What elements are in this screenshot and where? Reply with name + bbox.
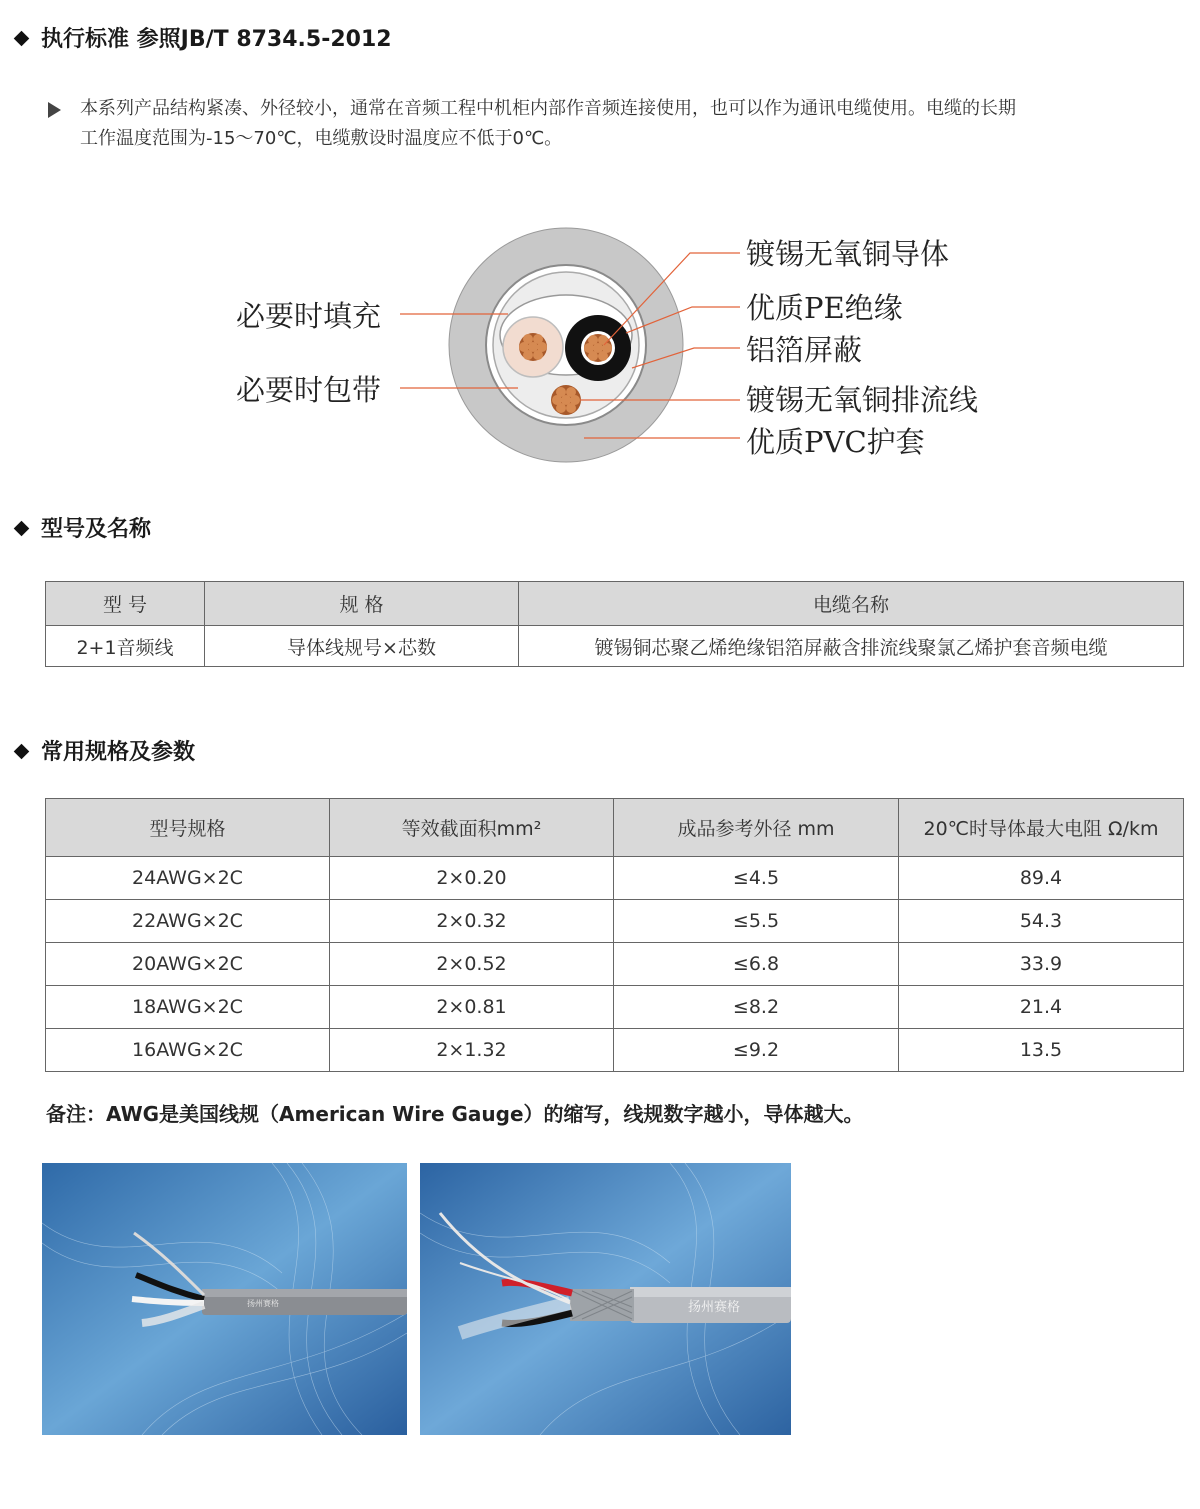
label-insulation: 优质PE绝缘 [746, 291, 903, 325]
model-table-header-row [46, 582, 1184, 626]
table-row [46, 943, 1184, 986]
spec-cell: 33.9 [899, 943, 1184, 986]
spec-cell: ≤9.2 [614, 1029, 899, 1072]
spec-cell: 2×0.32 [330, 900, 614, 943]
spec-cell: 2×0.20 [330, 857, 614, 900]
spec-cell: 24AWG×2C [46, 857, 330, 900]
photo-left-mark: 扬州赛格 [247, 1299, 279, 1308]
label-drain-wire: 镀锡无氧铜排流线 [746, 383, 979, 417]
intro-line-2: 工作温度范围为-15～70℃，电缆敷设时温度应不低于0℃。 [80, 128, 563, 149]
table-row [46, 857, 1184, 900]
spec-header-area: 等效截面积mm² [330, 799, 614, 857]
spec-cell: 2×0.81 [330, 986, 614, 1029]
diamond-bullet-icon [14, 744, 30, 760]
table-row [46, 626, 1184, 667]
model-cell-type: 2+1音频线 [46, 626, 205, 667]
cable-cross-section-diagram [0, 220, 1200, 480]
spec-section-title: 常用规格及参数 [41, 740, 196, 765]
label-foil-shield: 铝箔屏蔽 [746, 333, 863, 367]
white-core-conductor [519, 333, 547, 361]
standard-title: 执行标准 参照JB/T 8734.5-2012 [41, 27, 392, 52]
label-jacket: 优质PVC护套 [746, 425, 925, 459]
table-row [46, 986, 1184, 1029]
product-photo-left [42, 1163, 407, 1435]
spec-cell: 16AWG×2C [46, 1029, 330, 1072]
black-core-conductor [581, 331, 615, 365]
model-header-name: 电缆名称 [519, 582, 1184, 626]
model-section-title: 型号及名称 [41, 517, 152, 542]
spec-section-heading [16, 735, 195, 766]
spec-cell: 21.4 [899, 986, 1184, 1029]
spec-header-model: 型号规格 [46, 799, 330, 857]
photo-right-mark: 扬州赛格 [688, 1300, 741, 1315]
spec-table-header-row [46, 799, 1184, 857]
diamond-bullet-icon [14, 31, 30, 47]
spec-cell: 89.4 [899, 857, 1184, 900]
spec-table [45, 798, 1184, 1072]
spec-cell: 13.5 [899, 1029, 1184, 1072]
spec-cell: ≤8.2 [614, 986, 899, 1029]
spec-cell: 2×1.32 [330, 1029, 614, 1072]
label-conductor: 镀锡无氧铜导体 [746, 237, 950, 271]
model-section-heading [16, 512, 151, 543]
spec-header-diameter: 成品参考外径 mm [614, 799, 899, 857]
model-cell-name: 镀锡铜芯聚乙烯绝缘铝箔屏蔽含排流线聚氯乙烯护套音频电缆 [519, 626, 1184, 667]
intro-line-1: 本系列产品结构紧凑、外径较小，通常在音频工程中机柜内部作音频连接使用，也可以作为通讯电缆使用。电缆的长期 [80, 98, 1016, 119]
product-photo-right [420, 1163, 791, 1435]
spec-cell: ≤5.5 [614, 900, 899, 943]
model-table [45, 581, 1184, 667]
intro-paragraph [80, 94, 1195, 154]
product-photo-left-image [42, 1163, 407, 1435]
triangle-bullet-icon [48, 102, 61, 118]
label-filler: 必要时填充 [236, 299, 382, 333]
spec-cell: 2×0.52 [330, 943, 614, 986]
spec-cell: ≤6.8 [614, 943, 899, 986]
spec-header-resistance: 20℃时导体最大电阻 Ω/km [899, 799, 1184, 857]
spec-cell: 22AWG×2C [46, 900, 330, 943]
model-cell-spec: 导体线规号×芯数 [205, 626, 519, 667]
model-header-type: 型 号 [46, 582, 205, 626]
spec-cell: 18AWG×2C [46, 986, 330, 1029]
drain-wire [551, 385, 581, 415]
model-header-spec: 规 格 [205, 582, 519, 626]
spec-cell: 20AWG×2C [46, 943, 330, 986]
table-row [46, 900, 1184, 943]
standard-heading [16, 22, 392, 53]
spec-cell: ≤4.5 [614, 857, 899, 900]
awg-note: 备注：AWG是美国线规（American Wire Gauge）的缩写，线规数字越小，导体越大。 [46, 1102, 864, 1126]
product-photo-right-image [420, 1163, 791, 1435]
spec-cell: 54.3 [899, 900, 1184, 943]
diamond-bullet-icon [14, 521, 30, 537]
table-row [46, 1029, 1184, 1072]
label-tape: 必要时包带 [236, 373, 382, 407]
